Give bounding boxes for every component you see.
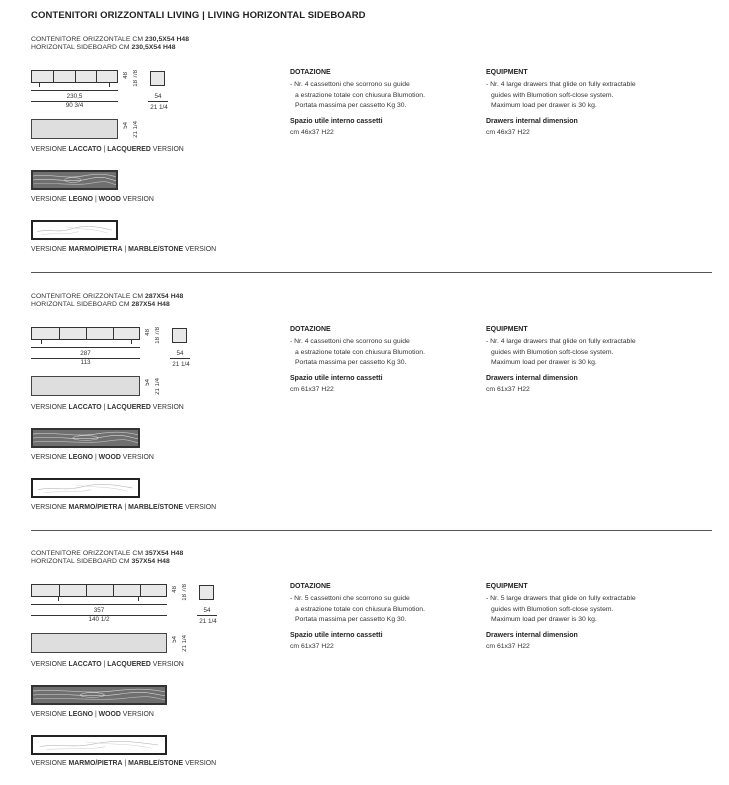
- drawers-heading: Drawers internal dimension: [486, 375, 578, 382]
- width-cm-label: 357: [93, 607, 105, 614]
- drawers-heading: Drawers internal dimension: [486, 632, 578, 639]
- drawers-value: cm 61x37 H22: [486, 386, 530, 393]
- product-section-230: [0, 0, 729, 257]
- dotazione-heading: DOTAZIONE: [290, 69, 331, 76]
- marble-swatch: [31, 735, 167, 755]
- version-label-marble: VERSIONE MARMO/PIETRA | MARBLE/STONE VERSION: [31, 504, 217, 511]
- width-inch-label: 140 1/2: [88, 616, 110, 623]
- depth-cm-label: 54: [203, 607, 211, 614]
- lacquered-swatch: [31, 633, 167, 653]
- lac-depth-cm-label: 54: [123, 122, 129, 129]
- height-inch-label: 18 7/8: [155, 327, 161, 344]
- marble-swatch: [31, 220, 118, 240]
- dotazione-heading: DOTAZIONE: [290, 326, 331, 333]
- sideboard-leg: [131, 340, 132, 344]
- version-label-marble: VERSIONE MARMO/PIETRA | MARBLE/STONE VERSION: [31, 246, 217, 253]
- product-code: CONTENITORE ORIZZONTALE CM 230,5X54 H48 HORIZONTAL SIDEBOARD CM 230,5X54 H48: [31, 36, 190, 52]
- spazio-value: cm 61x37 H22: [290, 643, 334, 650]
- side-view-drawing: [150, 71, 165, 86]
- product-section-357: [0, 514, 729, 771]
- lac-depth-inch-label: 21 1/4: [155, 378, 161, 395]
- sideboard-leg: [39, 83, 40, 87]
- side-view-drawing: [172, 328, 187, 343]
- sideboard-leg: [58, 597, 59, 601]
- depth-dimension-line: [170, 358, 190, 359]
- wood-swatch: [31, 170, 118, 190]
- height-cm-label: 48: [123, 72, 129, 79]
- height-cm-label: 48: [145, 329, 151, 336]
- lac-depth-cm-label: 54: [172, 636, 178, 643]
- depth-inch-label: 21 1/4: [172, 361, 190, 368]
- depth-cm-label: 54: [154, 93, 162, 100]
- drawers-value: cm 61x37 H22: [486, 643, 530, 650]
- depth-cm-label: 54: [176, 350, 184, 357]
- width-cm-label: 230,5: [66, 93, 83, 100]
- marble-swatch: [31, 478, 140, 498]
- equipment-text: - Nr. 4 large drawers that glide on fully extractable guides with Blumotion soft-close system. Maximum load per drawer is 30 kg.: [486, 338, 636, 366]
- depth-dimension-line: [197, 615, 217, 616]
- wood-swatch: [31, 685, 167, 705]
- sideboard-leg: [109, 83, 110, 87]
- width-dimension-line: [31, 604, 167, 605]
- spazio-heading: Spazio utile interno cassetti: [290, 375, 383, 382]
- drawers-heading: Drawers internal dimension: [486, 118, 578, 125]
- front-view-drawing: [31, 70, 118, 83]
- equipment-heading: EQUIPMENT: [486, 326, 528, 333]
- height-cm-label: 48: [172, 586, 178, 593]
- width-dimension-line: [31, 90, 118, 91]
- depth-dimension-line: [148, 101, 168, 102]
- wood-swatch: [31, 428, 140, 448]
- dotazione-heading: DOTAZIONE: [290, 583, 331, 590]
- lacquered-swatch: [31, 376, 140, 396]
- equipment-heading: EQUIPMENT: [486, 69, 528, 76]
- lac-depth-inch-label: 21 1/4: [133, 121, 139, 138]
- sideboard-leg: [41, 340, 42, 344]
- width-inch-label: 113: [80, 359, 91, 366]
- sideboard-leg: [138, 597, 139, 601]
- version-label-wood: VERSIONE LEGNO | WOOD VERSION: [31, 711, 154, 718]
- dotazione-text: - Nr. 4 cassettoni che scorrono su guide a estrazione totale con chiusura Blumotion. Portata massima per cassetto Kg 30.: [290, 81, 425, 109]
- equipment-heading: EQUIPMENT: [486, 583, 528, 590]
- side-view-drawing: [199, 585, 214, 600]
- lacquered-swatch: [31, 119, 118, 139]
- version-label-lacquered: VERSIONE LACCATO | LACQUERED VERSION: [31, 404, 184, 411]
- version-label-wood: VERSIONE LEGNO | WOOD VERSION: [31, 454, 154, 461]
- lac-depth-cm-label: 54: [145, 379, 151, 386]
- product-code: CONTENITORE ORIZZONTALE CM 357X54 H48 HORIZONTAL SIDEBOARD CM 357X54 H48: [31, 550, 184, 566]
- product-section-287: [0, 257, 729, 514]
- dotazione-text: - Nr. 4 cassettoni che scorrono su guide a estrazione totale con chiusura Blumotion. Portata massima per cassetto Kg 30.: [290, 338, 425, 366]
- width-cm-label: 287: [80, 350, 91, 357]
- front-view-drawing: [31, 584, 167, 597]
- height-inch-label: 18 7/8: [182, 584, 188, 601]
- height-inch-label: 18 7/8: [133, 70, 139, 87]
- equipment-text: - Nr. 5 large drawers that glide on fully extractable guides with Blumotion soft-close system. Maximum load per drawer is 30 kg.: [486, 595, 636, 623]
- version-label-lacquered: VERSIONE LACCATO | LACQUERED VERSION: [31, 146, 184, 153]
- equipment-text: - Nr. 4 large drawers that glide on fully extractable guides with Blumotion soft-close system. Maximum load per drawer is 30 kg.: [486, 81, 636, 109]
- page-title: CONTENITORI ORIZZONTALI LIVING | LIVING HORIZONTAL SIDEBOARD: [31, 10, 366, 21]
- spazio-value: cm 46x37 H22: [290, 129, 334, 136]
- dotazione-text: - Nr. 5 cassettoni che scorrono su guide a estrazione totale con chiusura Blumotion. Portata massima per cassetto Kg 30.: [290, 595, 425, 623]
- lac-depth-inch-label: 21 1/4: [182, 635, 188, 652]
- depth-inch-label: 21 1/4: [199, 618, 217, 625]
- depth-inch-label: 21 1/4: [150, 104, 168, 111]
- version-label-marble: VERSIONE MARMO/PIETRA | MARBLE/STONE VERSION: [31, 760, 217, 767]
- spazio-heading: Spazio utile interno cassetti: [290, 118, 383, 125]
- width-inch-label: 90 3/4: [65, 102, 84, 109]
- width-dimension-line: [31, 347, 140, 348]
- drawers-value: cm 46x37 H22: [486, 129, 530, 136]
- version-label-wood: VERSIONE LEGNO | WOOD VERSION: [31, 196, 154, 203]
- spazio-heading: Spazio utile interno cassetti: [290, 632, 383, 639]
- spazio-value: cm 61x37 H22: [290, 386, 334, 393]
- front-view-drawing: [31, 327, 140, 340]
- version-label-lacquered: VERSIONE LACCATO | LACQUERED VERSION: [31, 661, 184, 668]
- product-code: CONTENITORE ORIZZONTALE CM 287X54 H48 HORIZONTAL SIDEBOARD CM 287X54 H48: [31, 293, 184, 309]
